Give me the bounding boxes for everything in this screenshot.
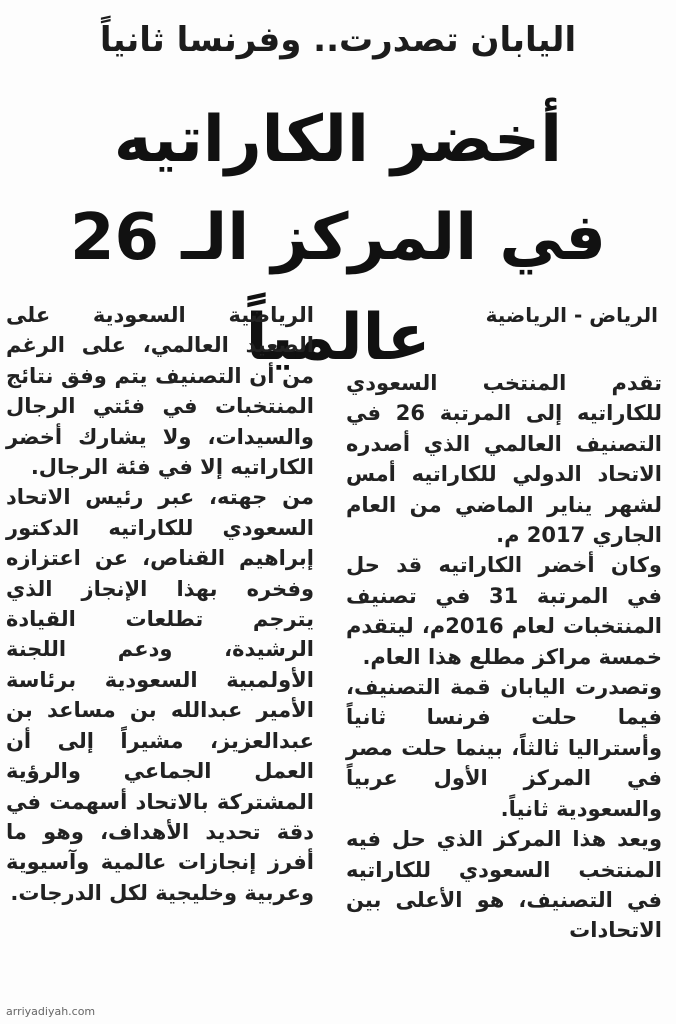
source-credit: arriyadiyah.com [6, 1005, 96, 1018]
headline-line-2: في المركز الـ 26 عالمياً [69, 201, 607, 375]
right-column-paragraph-3: وتصدرت اليابان قمة التصنيف، فيما حلت فرنسا ثانياً وأستراليا ثالثاً، بينما حلت مصر في المركز الأول عربياً والسعودية ثانياً. [346, 675, 662, 821]
right-column-paragraph-2: وكان أخضر الكاراتيه قد حل في المرتبة 31 في تصنيف المنتخبات لعام 2016م، ليتقدم خمسة مراكز مطلع هذا العام. [346, 553, 662, 669]
article-kicker: اليابان تصدرت.. وفرنسا ثانياً [99, 20, 577, 60]
article-byline: الرياض - الرياضية [485, 303, 658, 327]
left-column-paragraph-1: الرياضية السعودية على الصعيد العالمي، على الرغم من أن التصنيف يتم وفق نتائج المنتخبات في فئتي الرجال والسيدات، ولا يشارك أخضر الكاراتيه إلا في فئة الرجال. [6, 303, 314, 480]
right-column-paragraph-1: تقدم المنتخب السعودي للكاراتيه إلى المرتبة 26 في التصنيف العالمي الذي أصدره الاتحاد الدولي للكاراتيه أمس لشهر يناير الماضي من العام الجاري 2017 م. [346, 371, 663, 548]
headline-line-1: أخضر الكاراتيه [113, 103, 563, 177]
right-column-paragraph-4: ويعد هذا المركز الذي حل فيه المنتخب السعودي للكاراتيه في التصنيف، هو الأعلى بين الاتحادات [346, 827, 662, 943]
left-column-paragraph-2: من جهته، عبر رئيس الاتحاد السعودي للكاراتيه الدكتور إبراهيم القناص، عن اعتزازه وفخره بهذا الإنجاز الذي يترجم تطلعات القيادة الرشيدة، ودعم اللجنة الأولمبية السعودية برئاسة الأمير عبدالله بن مساعد بن عبدالعزيز، مشيراً إلى أن العمل الجماعي والرؤية المشتركة بالاتحاد أسهمت في دقة تحديد الأهداف، وهو ما أفرز إنجازات عالمية وآسيوية وعربية وخليجية لكل الدرجات. [6, 485, 314, 905]
article-column-right [346, 368, 662, 946]
article-column-left [6, 300, 314, 908]
